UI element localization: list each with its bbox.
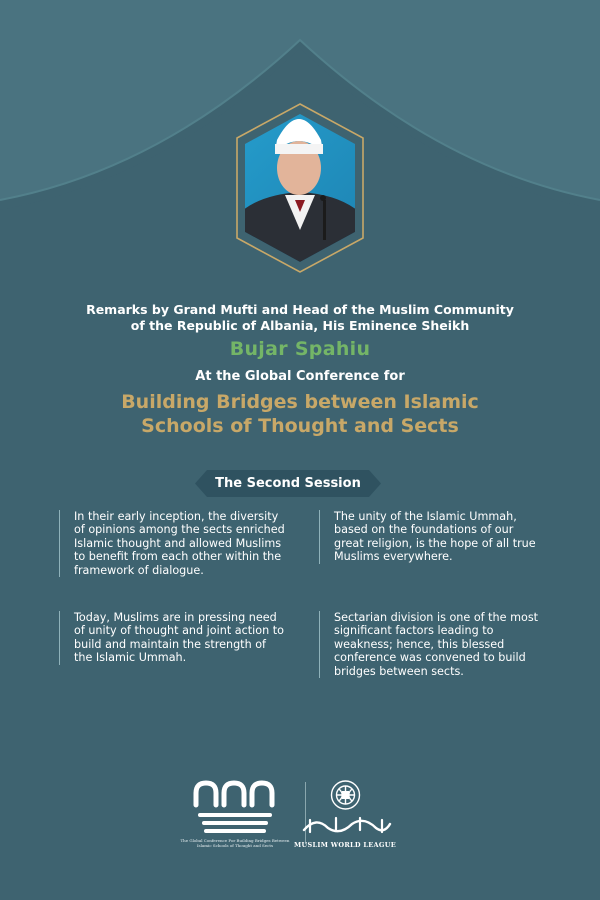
mwl-arabic-wordmark — [296, 812, 396, 838]
session-title: The Second Session — [215, 476, 361, 491]
conference-intro: At the Global Conference for — [195, 369, 405, 384]
point-1: In their early inception, the diversity of opinions among the sects enriched Islamic thought and allowed Muslims to benefit from each other within the framework of dialogue. — [59, 510, 285, 577]
point-3: Today, Muslims are in pressing need of unity of thought and joint action to build and maintain the strength of the Islamic Ummah. — [59, 611, 285, 665]
intro-text: Remarks by Grand Mufti and Head of the Muslim Community of the Republic of Albania, His Eminence Sheikh — [86, 302, 514, 333]
conference-logo-english: The Global Conference For Building Bridges Between Islamic Schools of Thought and Sects — [180, 838, 290, 848]
speaker-portrait — [213, 100, 387, 275]
point-2: The unity of the Islamic Ummah, based on the foundations of our great religion, is the hope of all true Muslims everywhere. — [319, 510, 545, 564]
conference-title: Building Bridges between Islamic Schools of Thought and Sects — [121, 391, 479, 437]
speaker-name: Bujar Spahiu — [229, 338, 371, 360]
mwl-english-label: MUSLIM WORLD LEAGUE — [294, 841, 396, 849]
point-4: Sectarian division is one of the most significant factors leading to weakness; hence, this blessed conference was convened to build bridges between sects. — [319, 611, 545, 678]
